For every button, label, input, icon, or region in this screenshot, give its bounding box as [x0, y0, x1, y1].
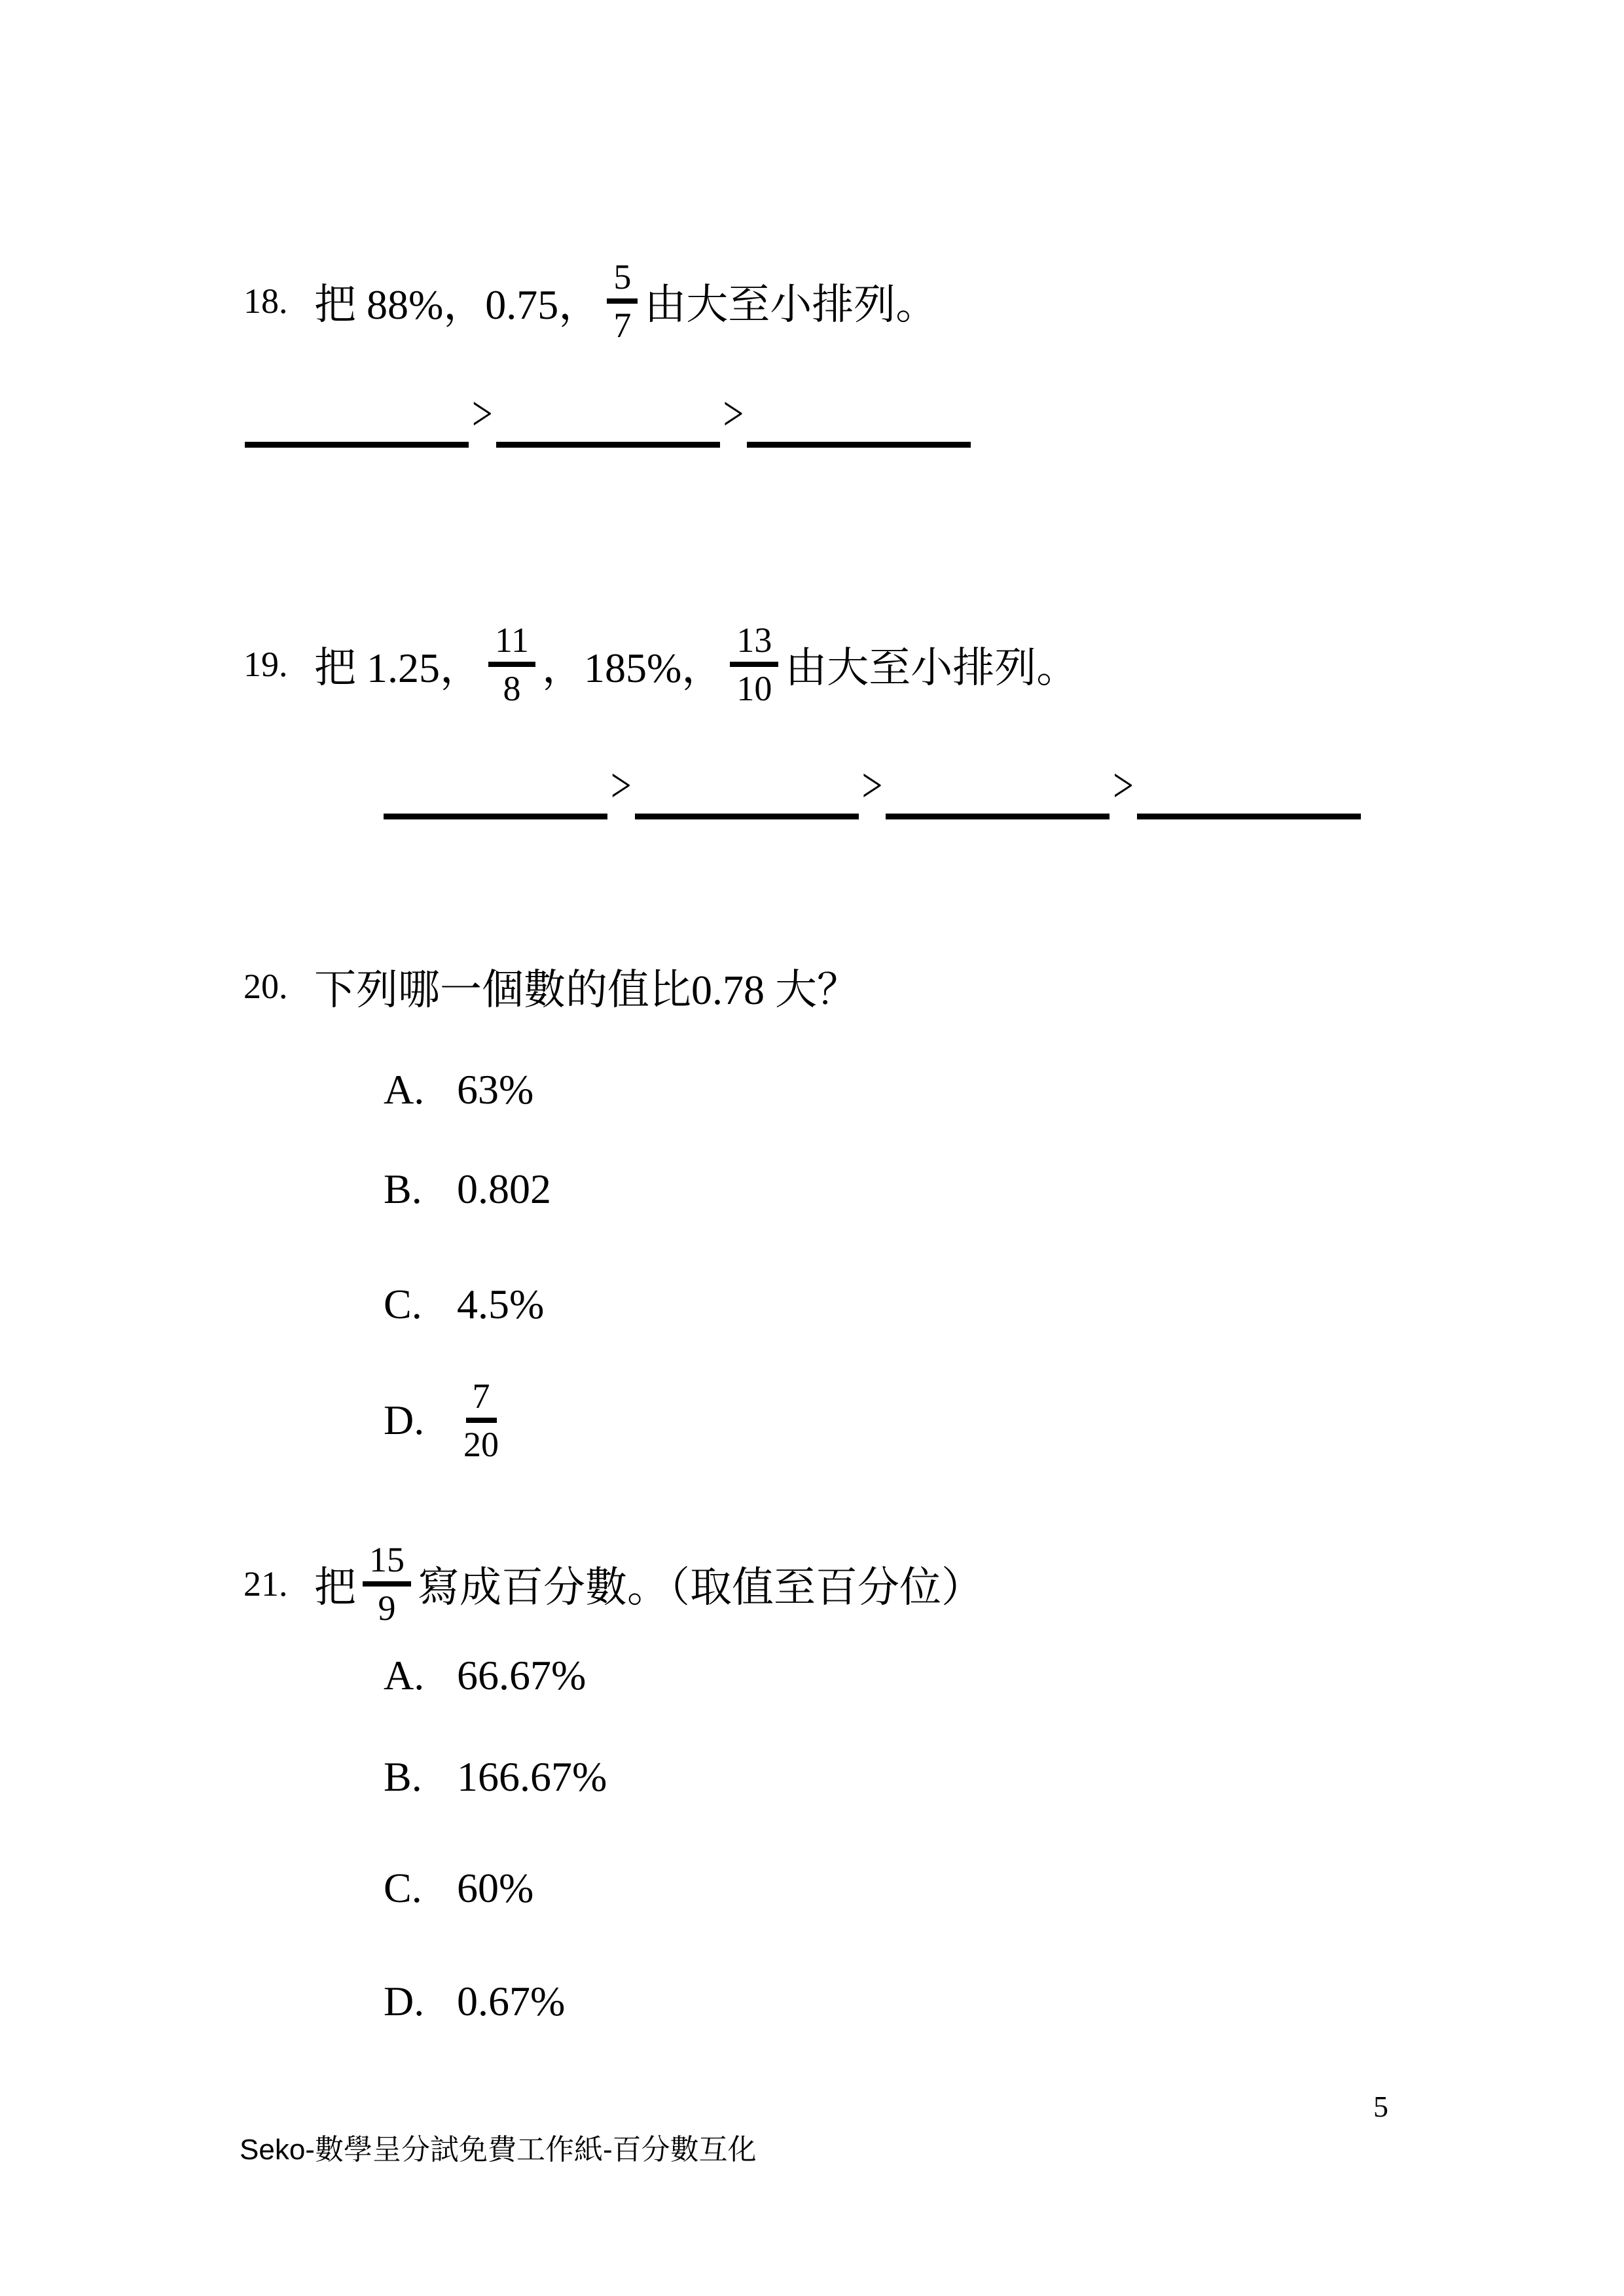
question-20-option-c: [384, 1272, 544, 1337]
question-number: 20.: [244, 967, 288, 1006]
question-20-option-a: [384, 1057, 533, 1122]
question-text: ，185%，: [542, 645, 724, 691]
fraction-numerator: 13: [730, 622, 778, 667]
answer-blank-line: [886, 778, 1110, 819]
question-18-line: [244, 259, 937, 344]
option-label: A.: [384, 1652, 425, 1698]
question-20-option-b: [384, 1157, 551, 1222]
answer-blank-line: [1137, 778, 1361, 819]
question-text: 把: [314, 1564, 356, 1611]
option-label: B.: [384, 1166, 422, 1212]
fraction: [363, 1542, 411, 1626]
fraction-numerator: 15: [363, 1542, 411, 1587]
question-text: 把 1.25，: [314, 645, 482, 691]
answer-blank-line: [384, 778, 607, 819]
fraction-numerator: 5: [607, 259, 638, 304]
fraction-numerator: 11: [488, 622, 535, 667]
question-20-option-d: [384, 1368, 505, 1473]
question-19-line: [244, 622, 1078, 707]
fraction: [488, 622, 535, 706]
greater-than-separator: >: [1113, 758, 1134, 814]
fraction-denominator: 8: [503, 669, 521, 708]
question-text: 下列哪一個數的值比0.78 大？: [314, 967, 859, 1013]
question-text: 由大至小排列。: [644, 281, 938, 328]
fraction: [730, 622, 778, 706]
question-20-line: [244, 947, 859, 1026]
option-value: 63%: [457, 1066, 534, 1113]
greater-than-separator: >: [472, 386, 493, 442]
greater-than-separator: >: [861, 758, 883, 814]
question-text: 由大至小排列。: [785, 645, 1079, 691]
question-21-line: [244, 1532, 983, 1636]
question-number: 21.: [244, 1564, 288, 1604]
question-number: 19.: [244, 645, 288, 684]
question-21-option-b: [384, 1744, 607, 1810]
greater-than-separator: >: [611, 758, 632, 814]
question-18-answer-blanks: [245, 386, 971, 448]
question-text: 寫成百分數。（取值至百分位）: [418, 1564, 983, 1611]
question-21-option-c: [384, 1856, 533, 1921]
option-value: 0.67%: [457, 1978, 566, 2024]
answer-blank-line: [245, 406, 469, 448]
fraction-denominator: 10: [736, 669, 772, 708]
fraction: [463, 1378, 499, 1462]
option-value: 166.67%: [457, 1753, 607, 1800]
option-label: B.: [384, 1753, 422, 1800]
question-19-answer-blanks: [384, 758, 1361, 819]
greater-than-separator: >: [723, 386, 744, 442]
page-number: 5: [1373, 2090, 1388, 2123]
fraction-denominator: 7: [613, 306, 632, 345]
fraction-denominator: 20: [463, 1425, 499, 1464]
answer-blank-line: [635, 778, 859, 819]
option-value: 4.5%: [457, 1281, 545, 1327]
option-label: D.: [384, 1978, 425, 2024]
option-value: 0.802: [457, 1166, 551, 1212]
option-label: A.: [384, 1066, 425, 1113]
answer-blank-line: [747, 406, 971, 448]
footer-text: Seko-數學呈分試免費工作紙-百分數互化: [240, 2134, 757, 2166]
option-value: 66.67%: [457, 1652, 586, 1698]
question-number: 18.: [244, 281, 288, 321]
fraction-numerator: 7: [466, 1378, 497, 1423]
question-21-option-a: [384, 1643, 586, 1708]
option-label: D.: [384, 1397, 425, 1443]
option-label: C.: [384, 1865, 422, 1911]
question-21-option-d: [384, 1969, 565, 2034]
fraction: [607, 259, 638, 343]
option-label: C.: [384, 1281, 422, 1327]
fraction-denominator: 9: [378, 1588, 396, 1628]
question-text: 把 88%，0.75，: [314, 281, 601, 328]
answer-blank-line: [496, 406, 720, 448]
option-value: 60%: [457, 1865, 534, 1911]
